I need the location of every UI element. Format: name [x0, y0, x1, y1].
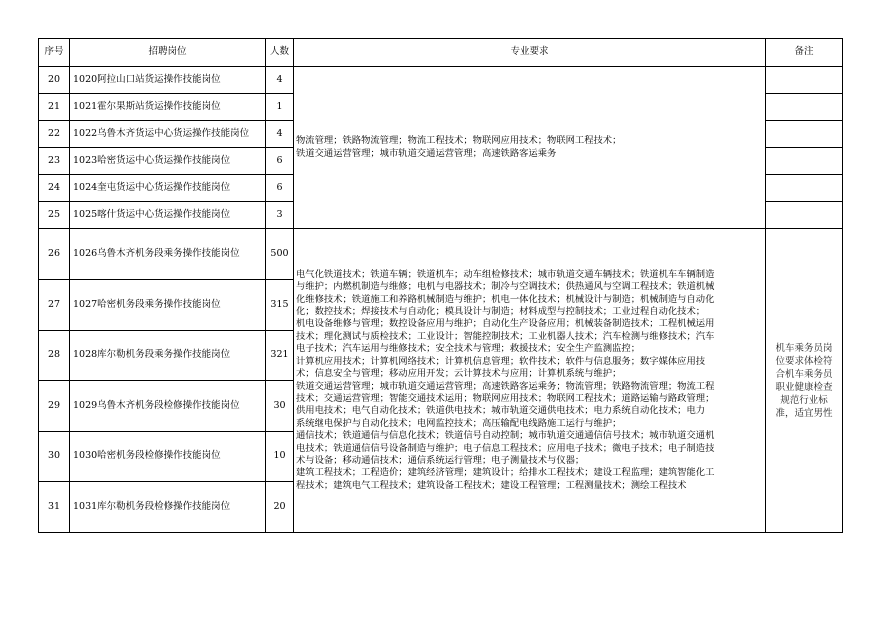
- note-cell: [766, 121, 843, 148]
- header-note: 备注: [766, 39, 843, 67]
- row-count: 1: [266, 94, 294, 121]
- row-no: 28: [39, 331, 70, 381]
- requirement-line: 机电设备维修与管理；数控设备应用与维护；自动化生产设备应用；机械装备制造技术；工程机械运用: [296, 318, 715, 330]
- row-count: 315: [266, 280, 294, 331]
- row-position: 1027哈密机务段乘务操作技能岗位: [70, 280, 266, 331]
- row-position: 1022乌鲁木齐货运中心货运操作技能岗位: [70, 121, 266, 148]
- row-position: 1026乌鲁木齐机务段乘务操作技能岗位: [70, 229, 266, 280]
- note-line: 准，适宜男性: [775, 407, 833, 419]
- note-cell: [766, 202, 843, 229]
- row-count: 4: [266, 121, 294, 148]
- recruitment-table: [38, 38, 843, 533]
- requirement-line: 供用电技术；电气自动化技术；铁道供电技术；城市轨道交通供电技术；电力系统自动化技术；电力: [296, 405, 706, 417]
- requirement-line: 通信技术；铁道通信与信息化技术；铁道信号自动控制；城市轨道交通通信信号技术；城市轨道交通机: [296, 430, 715, 442]
- requirement-line: 电技术；铁道通信信号设备制造与维护；电子信息工程技术；应用电子技术；微电子技术；电子制造技: [296, 442, 715, 454]
- group-freight: [39, 67, 843, 229]
- header-requirement: 专业要求: [294, 39, 766, 67]
- requirement-line: 术；信息安全与管理；移动应用开发；云计算技术与应用；计算机系统与维护；: [296, 368, 622, 380]
- note-line: 合机车乘务员: [775, 368, 833, 380]
- row-no: 21: [39, 94, 70, 121]
- requirement-line: 程技术；建筑电气工程技术；建筑设备工程技术；建设工程管理；工程测量技术；测绘工程技术: [296, 479, 687, 491]
- requirement-cell: [294, 229, 766, 533]
- group-locomotive: [39, 229, 843, 533]
- row-position: 1028库尔勒机务段乘务操作技能岗位: [70, 331, 266, 381]
- note-cell: [766, 148, 843, 175]
- requirement-line: 电子技术；汽车运用与维修技术；安全技术与管理；救援技术；安全生产监测监控；: [296, 343, 640, 355]
- row-count: 10: [266, 432, 294, 482]
- row-count: 6: [266, 175, 294, 202]
- requirement-line: 系统继电保护与自动化技术；电网监控技术；高压输配电线路施工运行与维护；: [296, 417, 622, 429]
- header-no: 序号: [39, 39, 70, 67]
- row-no: 27: [39, 280, 70, 331]
- requirement-line: 铁道交通运营管理；城市轨道交通运营管理；高速铁路客运乘务: [296, 147, 557, 159]
- row-position: 1029乌鲁木齐机务段检修操作技能岗位: [70, 381, 266, 432]
- row-count: 20: [266, 482, 294, 533]
- requirement-line: 计算机应用技术；计算机网络技术；计算机信息管理；软件技术；软件与信息服务；数字媒体应用技: [296, 355, 706, 367]
- header-position: 招聘岗位: [70, 39, 266, 67]
- row-no: 25: [39, 202, 70, 229]
- row-position: 1030哈密机务段检修操作技能岗位: [70, 432, 266, 482]
- note-line: 机车乘务员岗: [775, 342, 833, 354]
- row-no: 24: [39, 175, 70, 202]
- row-no: 30: [39, 432, 70, 482]
- requirement-line: 化；数控技术；焊接技术与自动化；模具设计与制造；材料成型与控制技术；工业过程自动化技术；: [296, 306, 706, 318]
- note-cell: [766, 67, 843, 94]
- requirement-line: 电气化铁道技术；铁道车辆；铁道机车；动车组检修技术；城市轨道交通车辆技术；铁道机车车辆制造: [296, 268, 715, 280]
- note-line: 职业健康检查: [775, 381, 833, 393]
- row-position: 1031库尔勒机务段检修操作技能岗位: [70, 482, 266, 533]
- note-line: 位要求体检符: [775, 355, 833, 367]
- note-line: 规范行业标: [780, 394, 828, 406]
- row-position: 1024奎屯货运中心货运操作技能岗位: [70, 175, 266, 202]
- row-count: 30: [266, 381, 294, 432]
- row-no: 22: [39, 121, 70, 148]
- requirement-line: 化维修技术；铁道施工和养路机械制造与维护；机电一体化技术；机械设计与制造；机械制造与自动化: [296, 293, 715, 305]
- requirement-line: 建筑工程技术；工程造价；建筑经济管理；建筑设计；给排水工程技术；建设工程监理；建筑智能化工: [296, 467, 715, 479]
- row-count: 500: [266, 229, 294, 280]
- requirement-line: 技术；理化测试与质检技术；工业设计；智能控制技术；工业机器人技术；汽车检测与维修技术；汽车: [296, 330, 715, 342]
- table-header-row: [39, 39, 843, 67]
- requirement-line: 技术；交通运营管理；智能交通技术运用；物联网应用技术；物联网工程技术；道路运输与路政管理；: [296, 392, 715, 404]
- note-cell: [766, 175, 843, 202]
- table-row: [39, 67, 843, 94]
- row-count: 3: [266, 202, 294, 229]
- header-count: 人数: [266, 39, 294, 67]
- requirement-line: 物流管理；铁路物流管理；物流工程技术；物联网应用技术；物联网工程技术；: [296, 135, 622, 147]
- row-no: 29: [39, 381, 70, 432]
- row-no: 23: [39, 148, 70, 175]
- requirement-cell: [294, 67, 766, 229]
- row-no: 31: [39, 482, 70, 533]
- requirement-line: 与维护；内燃机制造与维修；电机与电器技术；制冷与空调技术；供热通风与空调工程技术；铁道机械: [296, 281, 715, 293]
- note-cell: [766, 229, 843, 533]
- row-count: 6: [266, 148, 294, 175]
- row-position: 1023哈密货运中心货运操作技能岗位: [70, 148, 266, 175]
- table-row: [39, 229, 843, 280]
- row-no: 20: [39, 67, 70, 94]
- row-count: 321: [266, 331, 294, 381]
- row-no: 26: [39, 229, 70, 280]
- row-count: 4: [266, 67, 294, 94]
- row-position: 1020阿拉山口站货运操作技能岗位: [70, 67, 266, 94]
- row-position: 1025喀什货运中心货运操作技能岗位: [70, 202, 266, 229]
- requirement-line: 术与设备；移动通信技术；通信系统运行管理；电子测量技术与仪器；: [296, 454, 585, 466]
- row-position: 1021霍尔果斯站货运操作技能岗位: [70, 94, 266, 121]
- note-cell: [766, 94, 843, 121]
- requirement-line: 铁道交通运营管理；城市轨道交通运营管理；高速铁路客运乘务；物流管理；铁路物流管理；物流工程: [296, 380, 715, 392]
